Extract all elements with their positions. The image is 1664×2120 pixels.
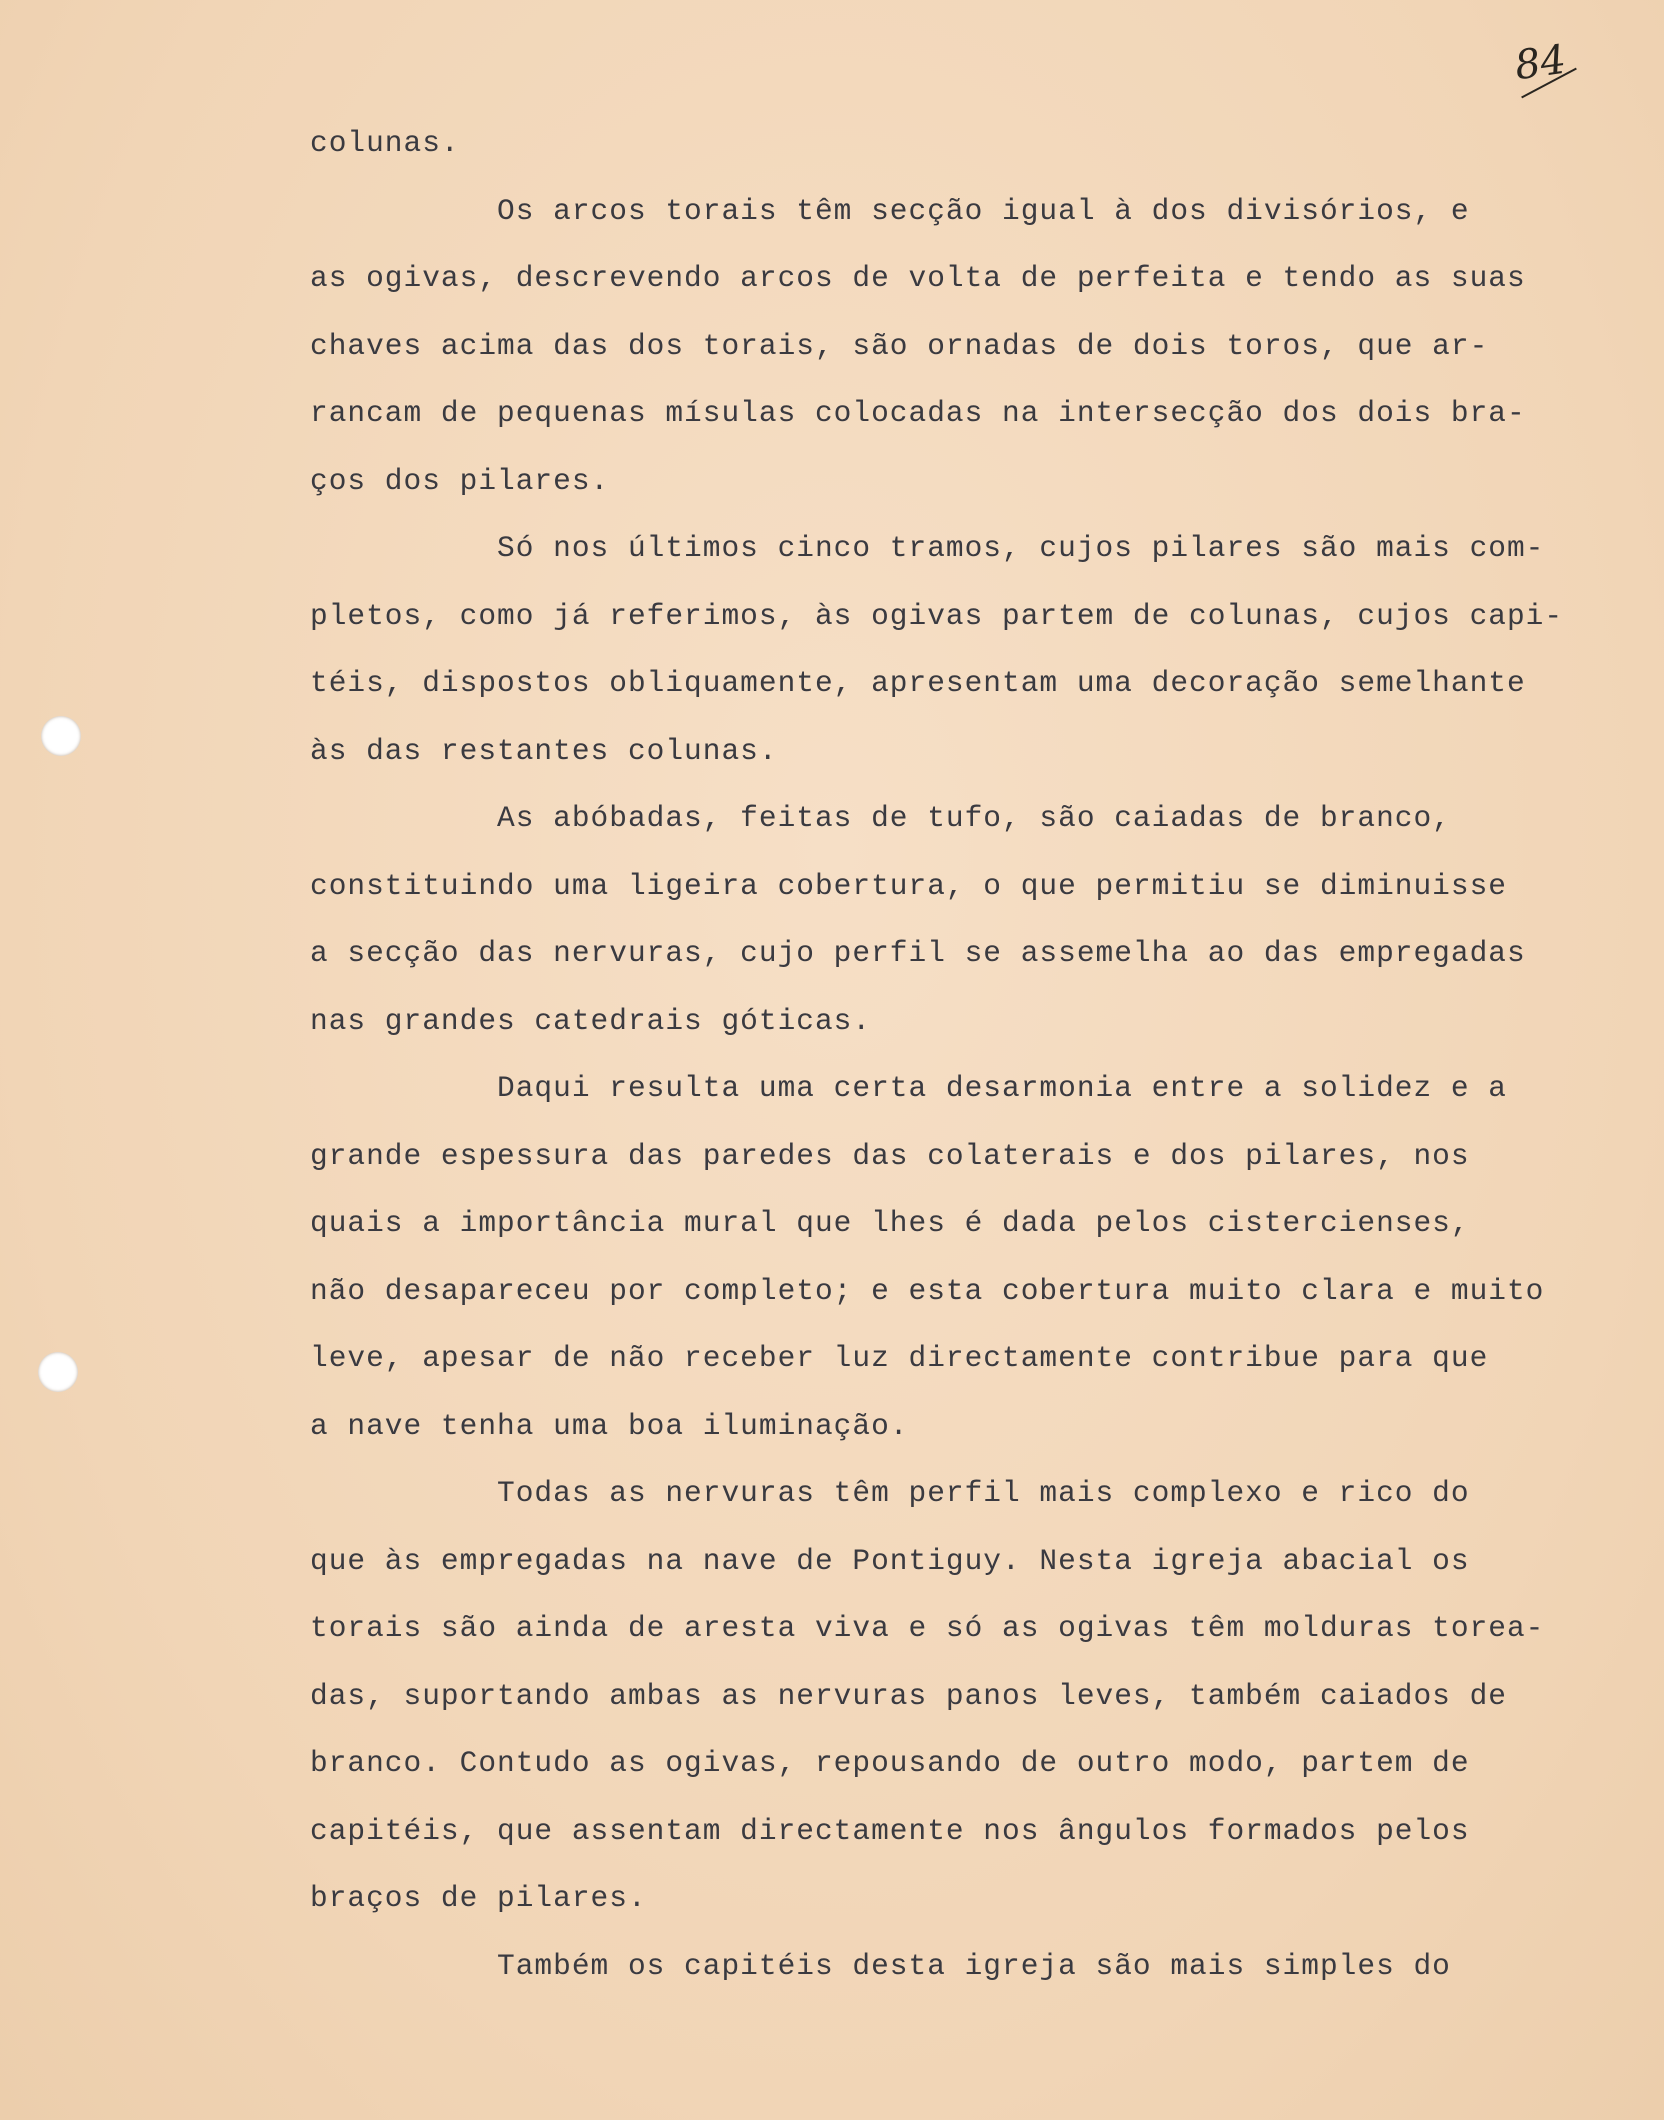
text-line: Só nos últimos cinco tramos, cujos pilares são mais com- xyxy=(310,531,1545,565)
text-line: torais são ainda de aresta viva e só as ogivas têm molduras torea- xyxy=(310,1611,1545,1645)
text-line: Os arcos torais têm secção igual à dos divisórios, e xyxy=(310,193,1470,228)
body-text xyxy=(310,110,1620,2000)
text-line: não desapareceu por completo; e esta cobertura muito clara e muito xyxy=(310,1273,1545,1308)
text-line: nas grandes catedrais góticas. xyxy=(310,1003,872,1038)
text-line: chaves acima das dos torais, são ornadas de dois toros, que ar- xyxy=(310,328,1489,363)
text-line: as ogivas, descrevendo arcos de volta de perfeita e tendo as suas xyxy=(310,261,1526,295)
text-line: As abóbadas, feitas de tufo, são caiadas de branco, xyxy=(310,801,1451,835)
text-line: constituindo uma ligeira cobertura, o que permitiu se diminuisse xyxy=(310,868,1507,903)
text-line: téis, dispostos obliquamente, apresentam uma decoração semelhante xyxy=(310,666,1526,700)
text-line: às das restantes colunas. xyxy=(310,733,778,768)
text-line: grande espessura das paredes das colaterais e dos pilares, nos xyxy=(310,1138,1470,1173)
text-line: Todas as nervuras têm perfil mais complexo e rico do xyxy=(310,1476,1470,1510)
text-line: a secção das nervuras, cujo perfil se assemelha ao das empregadas xyxy=(310,936,1526,970)
text-line: a nave tenha uma boa iluminação. xyxy=(310,1408,909,1443)
text-line: que às empregadas na nave de Pontiguy. Nesta igreja abacial os xyxy=(310,1543,1470,1578)
text-line: braços de pilares. xyxy=(310,1881,647,1915)
text-line: rancam de pequenas mísulas colocadas na intersecção dos dois bra- xyxy=(310,396,1526,430)
text-line: colunas. xyxy=(310,126,460,160)
text-line: Daqui resulta uma certa desarmonia entre a solidez e a xyxy=(310,1071,1507,1105)
text-line: ços dos pilares. xyxy=(310,463,610,498)
text-line: das, suportando ambas as nervuras panos leves, também caiados de xyxy=(310,1678,1507,1713)
punch-hole-bottom xyxy=(38,1352,78,1392)
text-line: pletos, como já referimos, às ogivas partem de colunas, cujos capi- xyxy=(310,598,1564,633)
text-line: leve, apesar de não receber luz directamente contribue para que xyxy=(310,1341,1489,1375)
text-line: Também os capitéis desta igreja são mais simples do xyxy=(310,1948,1451,1983)
text-line: branco. Contudo as ogivas, repousando de outro modo, partem de xyxy=(310,1746,1470,1780)
text-line: capitéis, que assentam directamente nos ângulos formados pelos xyxy=(310,1813,1470,1848)
text-line: quais a importância mural que lhes é dada pelos cistercienses, xyxy=(310,1206,1470,1240)
punch-hole-top xyxy=(41,716,81,756)
page-number: 84 xyxy=(1512,36,1569,90)
